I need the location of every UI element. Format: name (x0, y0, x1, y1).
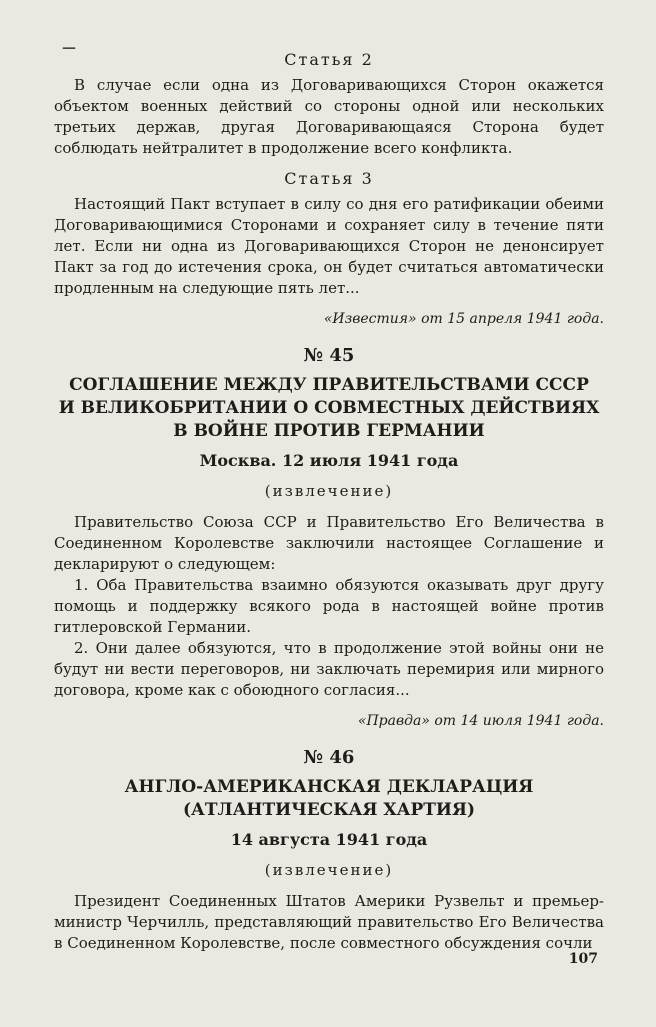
top-mark: — (62, 40, 76, 56)
document-46-number: № 46 (303, 747, 355, 768)
article-3-source: «Известия» от 15 апреля 1941 года. (323, 311, 604, 327)
article-3 (54, 169, 604, 327)
document-45-source: «Правда» от 14 июля 1941 года. (357, 713, 604, 729)
document-45-paragraph-2: 1. Оба Правительства взаимно обязуются оказывать друг другу помощь и поддержку всякого рода в настоящей войне против гитлеровской Германии. (54, 576, 604, 636)
document-46-paragraph: Президент Соединенных Штатов Америки Рузвельт и премьер-министр Черчилль, представляющий правительство Его Величества в Соединенном Королевстве, после совместного обсуждения сочли (54, 892, 604, 952)
article-3-text: Настоящий Пакт вступает в силу со дня его ратификации обеими Договаривающимися Сторонами и сохраняет силу в течение пяти лет. Если ни одна из Договаривающихся Сторон не денонсирует Пакт за год до истечения срока, он будет считаться автоматически продленным на следующие пять лет... (54, 195, 604, 297)
article-2-heading: Статья 2 (284, 50, 374, 69)
document-45-number: № 45 (303, 345, 355, 366)
document-45-extract-label: (извлечение) (264, 482, 394, 500)
article-3-heading: Статья 3 (284, 169, 374, 188)
document-45-paragraph-3: 2. Они далее обязуются, что в продолжение этой войны они не будут ни вести переговоров, ни заключать перемирия или мирного договора, кроме как с обоюдного согласия... (54, 639, 604, 699)
document-46-title-line-2: (АТЛАНТИЧЕСКАЯ ХАРТИЯ) (183, 800, 475, 820)
document-45-paragraph-1: Правительство Союза ССР и Правительство Его Величества в Соединенном Королевстве заключили настоящее Соглашение и декларируют о следующем: (54, 513, 604, 573)
document-45-title-line-3: В ВОЙНЕ ПРОТИВ ГЕРМАНИИ (173, 421, 485, 441)
document-45 (54, 345, 604, 729)
document-46-title (54, 776, 604, 822)
document-46-date: 14 августа 1941 года (230, 830, 428, 849)
article-2-text: В случае если одна из Договаривающихся Сторон окажется объектом военных действий со стороны одной или нескольких третьих держав, другая Договаривающаяся Сторона будет соблюдать нейтралитет в продолжение всего конфликта. (54, 76, 604, 157)
page-number: 107 (568, 951, 598, 967)
document-45-title-line-2: И ВЕЛИКОБРИТАНИИ О СОВМЕСТНЫХ ДЕЙСТВИЯХ (58, 398, 600, 418)
article-2 (54, 50, 604, 159)
document-46 (54, 747, 604, 954)
document-45-date: Москва. 12 июля 1941 года (199, 451, 459, 470)
document-45-title (54, 374, 604, 443)
document-46-title-line-1: АНГЛО-АМЕРИКАНСКАЯ ДЕКЛАРАЦИЯ (124, 777, 534, 797)
document-46-extract-label: (извлечение) (264, 861, 394, 879)
document-45-title-line-1: СОГЛАШЕНИЕ МЕЖДУ ПРАВИТЕЛЬСТВАМИ СССР (69, 375, 589, 395)
